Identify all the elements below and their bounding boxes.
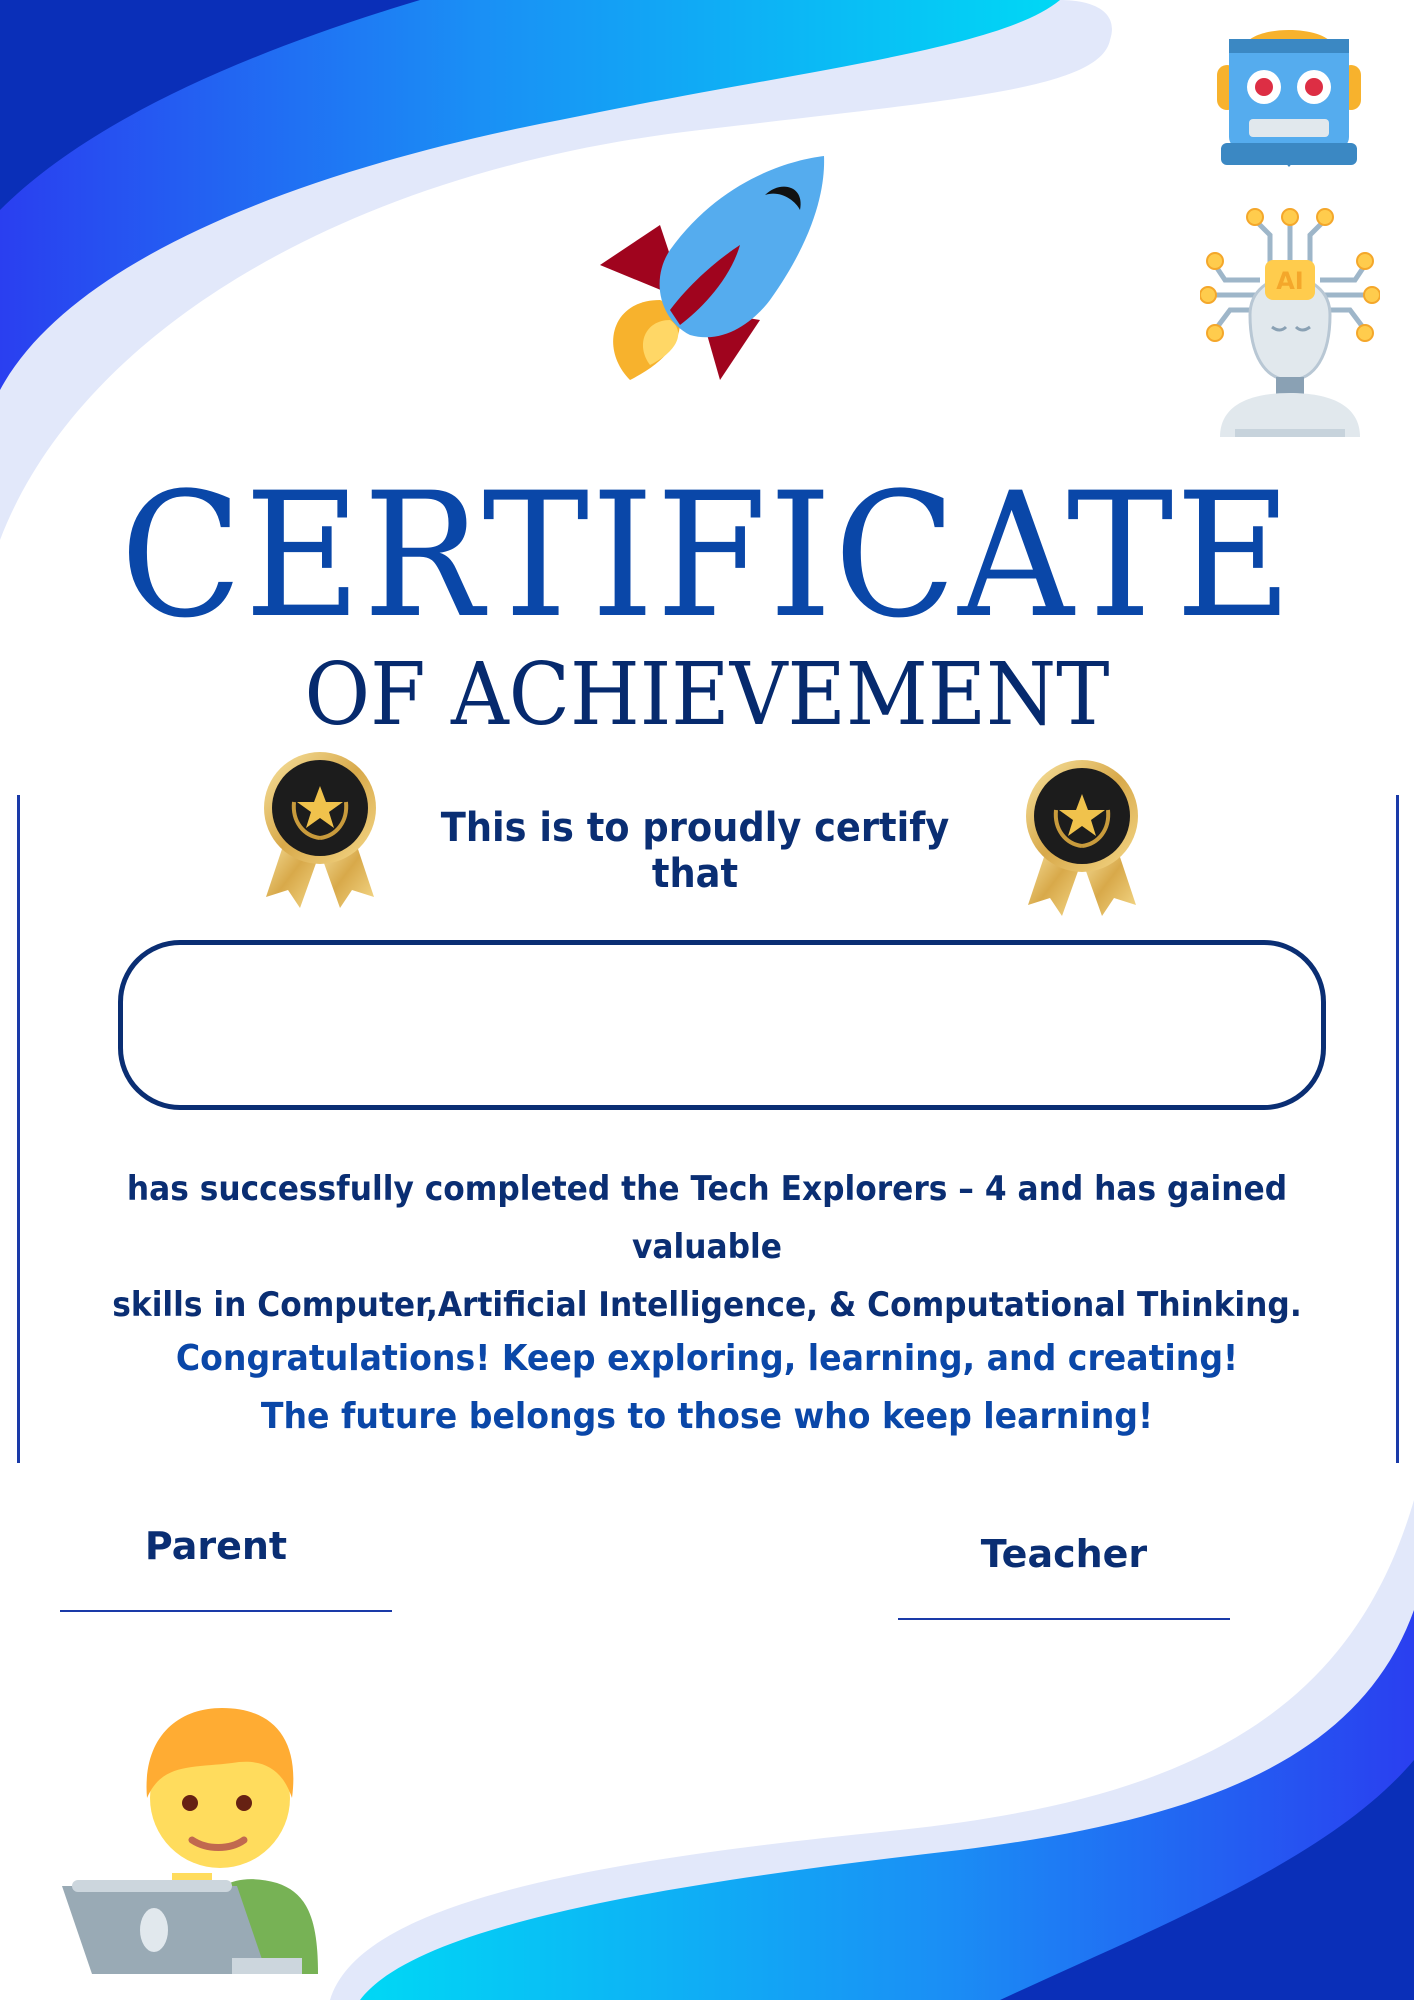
award-badge-icon [258,752,382,910]
completion-line-1: has successfully completed the Tech Explorers – 4 and has gained valuable [126,1169,1288,1267]
svg-text:AI: AI [1276,267,1304,295]
teacher-signature-line [898,1618,1230,1620]
recipient-name [123,945,1321,1105]
robot-icon [1215,25,1363,170]
ai-head-icon [1200,205,1380,437]
student-laptop-icon [62,1708,324,1974]
certify-line: This is to proudly certify that [440,805,950,897]
right-border-line [1396,795,1399,1463]
completion-line-2: skills in Computer,Artificial Intelligence, & Computational Thinking. [112,1285,1302,1325]
certificate-subtitle: OF ACHIEVEMENT [304,645,1110,745]
parent-signature-line [60,1610,392,1612]
recipient-name-box [118,940,1326,1110]
rocket-icon [590,150,830,390]
certificate-title: CERTIFICATE [120,455,1294,656]
parent-signature-label: Parent [144,1524,288,1568]
left-border-line [17,795,20,1463]
congratulations-text [75,1330,1339,1446]
congrats-line-1: Congratulations! Keep exploring, learning, and creating! [175,1338,1239,1379]
award-badge-icon [1020,760,1144,918]
teacher-signature-label: Teacher [980,1532,1148,1576]
completion-text [75,1160,1339,1334]
congrats-line-2: The future belongs to those who keep learning! [260,1396,1154,1437]
